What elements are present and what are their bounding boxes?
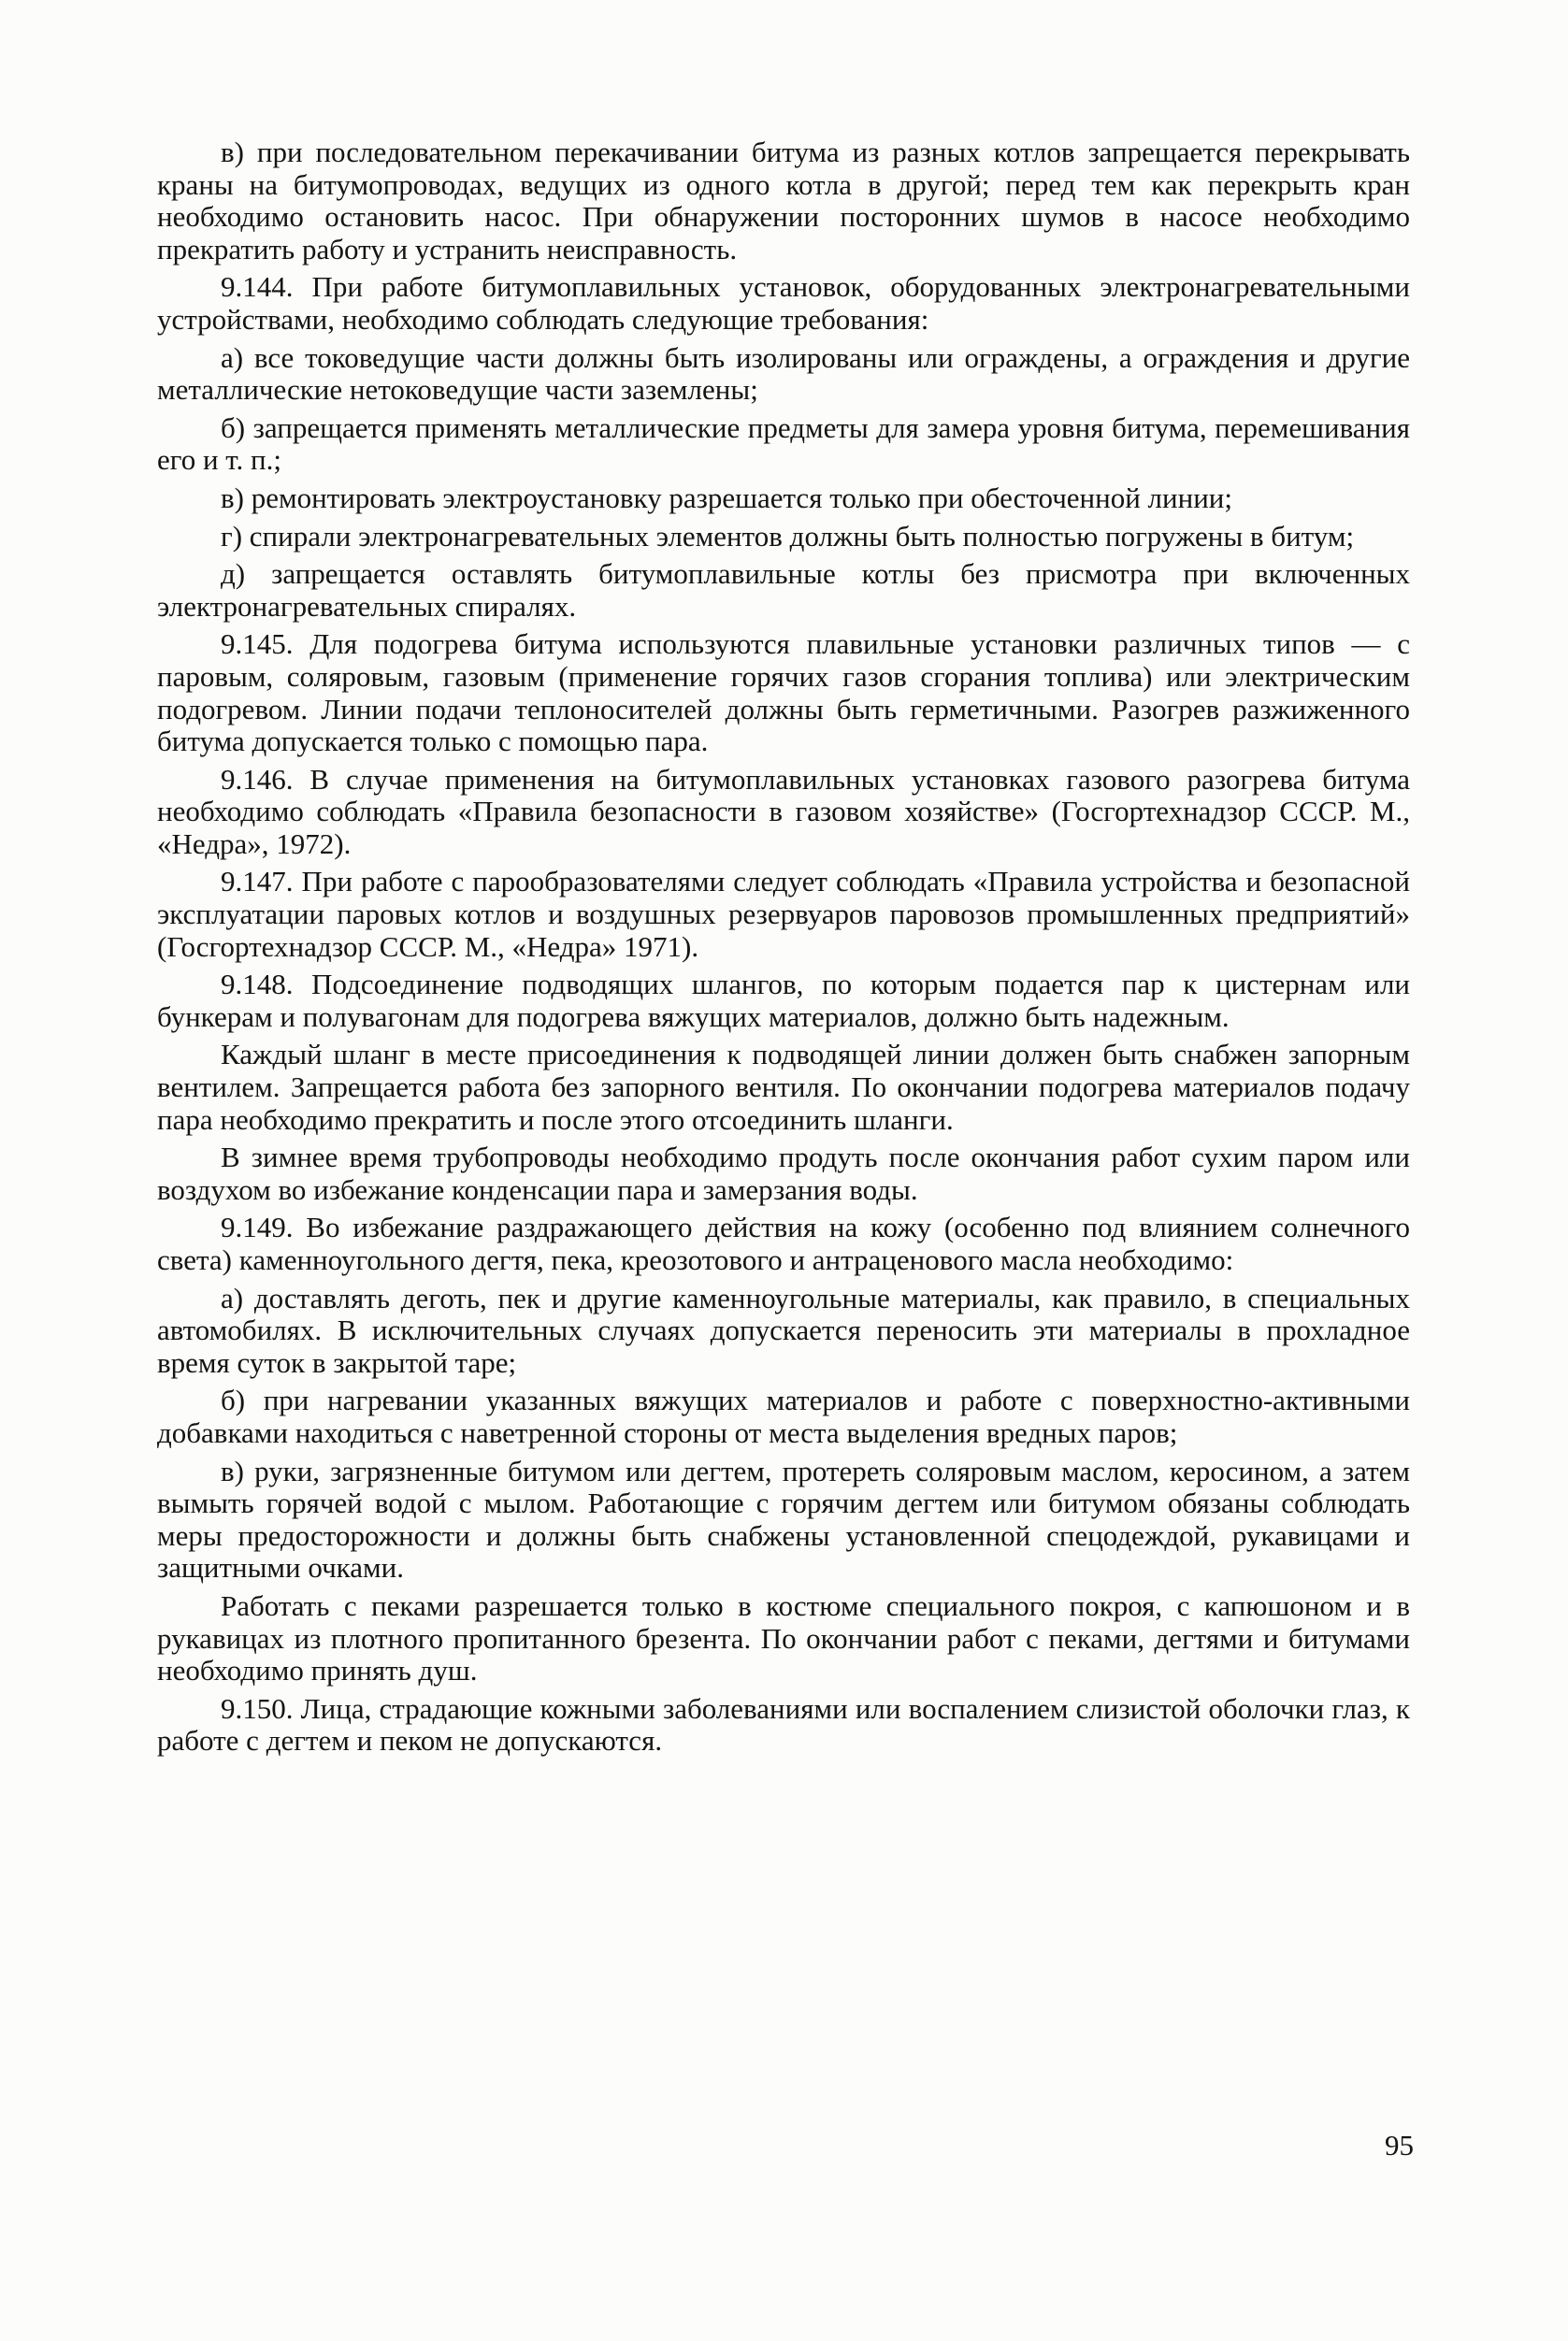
- paragraph-9-150: 9.150. Лица, страдающие кожными заболеваниями или воспалением слизистой оболочки глаз, к работе с дегтем и пеком не допускаются.: [157, 1691, 1410, 1758]
- paragraph-hose-valve: Каждый шланг в месте присоединения к подводящей линии должен быть снабжен запорным вентилем. Запрещается работа без запорного вентиля. По окончании подогрева материалов подачу пара необходимо прекратить и после этого отсоединить шланги.: [157, 1038, 1410, 1136]
- paragraph-9-145: 9.145. Для подогрева битума используются плавильные установки различных типов — с паровым, соляровым, газовым (применение горячих газов сгорания топлива) или электрическим подогревом. Линии подачи теплоносителей должны быть герметичными. Разогрев разжиженного битума допускается только с помощью пара.: [157, 627, 1410, 758]
- paragraph-item-v: в) ремонтировать электроустановку разрешается только при обесточенной линии;: [221, 481, 1233, 514]
- paragraph-pitch-work: Работать с пеками разрешается только в костюме специального покроя, с капюшоном и в рукавицах из плотного пропитанного брезента. По окончании работ с пеками, дегтями и битумами необходимо принять душ.: [157, 1588, 1410, 1688]
- page-number: 95: [1385, 2129, 1414, 2161]
- paragraph-item-g: г) спирали электронагревательных элементов должны быть полностью погружены в битум;: [221, 519, 1355, 553]
- paragraph-9-147: 9.147. При работе с парообразователями следует соблюдать «Правила устройства и безопасной эксплуатации паровых котлов и воздушных резервуаров паровозов промышленных предприятий» (Госгортехнадзор СССР. М., «Недра» 1971).: [157, 865, 1410, 963]
- text-column: [157, 136, 1410, 1763]
- paragraph-9-148: 9.148. Подсоединение подводящих шлангов, по которым подается пар к цистернам или бункерам и полувагонам для подогрева вяжущих материалов, должно быть надежным.: [157, 968, 1410, 1033]
- paragraph-149-b: б) при нагревании указанных вяжущих материалов и работе с поверхностно-активными добавками находиться с наветренной стороны от места выделения вредных паров;: [157, 1384, 1410, 1449]
- paragraph-valves: в) при последовательном перекачивании битума из разных котлов запрещается перекрывать краны на битумопроводах, ведущих из одного котла в другой; перед тем как перекрыть кран необходимо остановить насос. При обнаружении посторонних шумов в насосе необходимо прекратить работу и устранить неисправность.: [157, 136, 1410, 266]
- paragraph-item-b: б) запрещается применять металлические предметы для замера уровня битума, перемешивания его и т. п.;: [157, 410, 1410, 477]
- paragraph-149-v: в) руки, загрязненные битумом или дегтем, протереть соляровым маслом, керосином, а затем вымыть горячей водой с мылом. Работающие с горячим дегтем или битумом обязаны соблюдать меры предосторожности и должны быть снабжены установленной спецодеждой, рукавицами и защитными очками.: [157, 1454, 1410, 1585]
- paragraph-item-a: а) все токоведущие части должны быть изолированы или ограждены, а ограждения и другие металлические нетоковедущие части заземлены;: [157, 340, 1410, 407]
- paragraph-item-d: д) запрещается оставлять битумоплавильные котлы без присмотра при включенных электронагревательных спиралях.: [157, 557, 1410, 623]
- paragraph-winter: В зимнее время трубопроводы необходимо продуть после окончания работ сухим паром или воздухом во избежание конденсации пара и замерзания воды.: [157, 1141, 1410, 1206]
- paragraph-149-a: а) доставлять деготь, пек и другие каменноугольные материалы, как правило, в специальных автомобилях. В исключительных случаях допускается переносить эти материалы в прохладное время суток в закрытой таре;: [157, 1281, 1410, 1379]
- paragraph-9-146: 9.146. В случае применения на битумоплавильных установках газового разогрева битума необходимо соблюдать «Правила безопасности в газовом хозяйстве» (Госгортехнадзор СССР. М., «Недра», 1972).: [157, 762, 1410, 860]
- paragraph-9-149: 9.149. Во избежание раздражающего действия на кожу (особенно под влиянием солнечного света) каменноугольного дегтя, пека, креозотового и антраценового масла необходимо:: [157, 1211, 1410, 1276]
- paragraph-9-144: 9.144. При работе битумоплавильных установок, оборудованных электронагревательными устройствами, необходимо соблюдать следующие требования:: [157, 270, 1410, 336]
